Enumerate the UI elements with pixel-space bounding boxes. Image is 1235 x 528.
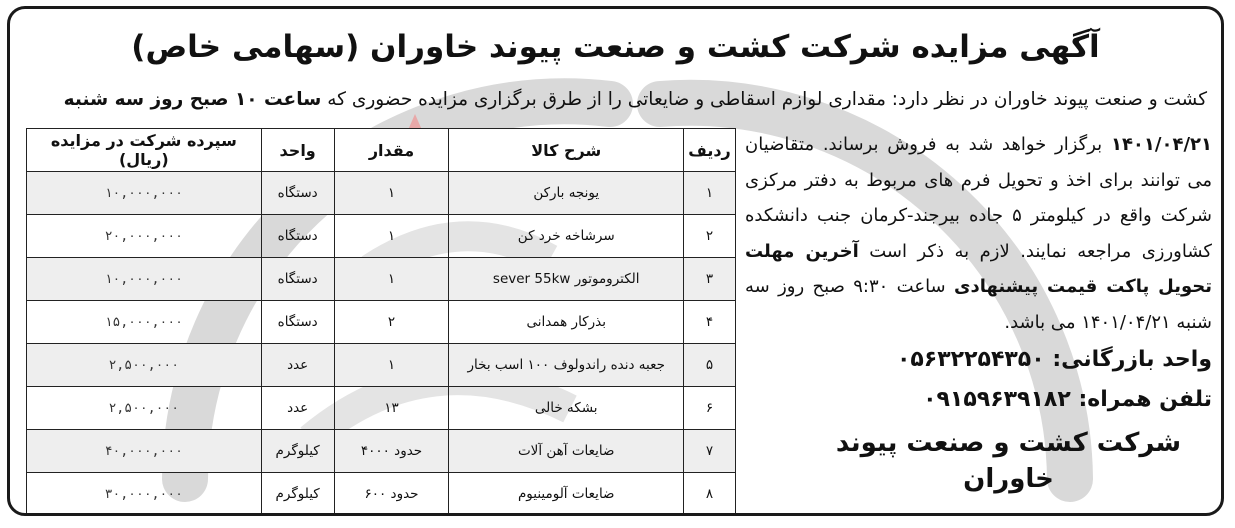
commerce-unit-phone: واحد بازرگانی: ۰۵۶۳۲۲۵۴۳۵۰: [896, 347, 1212, 372]
table-row: [27, 172, 736, 215]
table-row: [27, 387, 736, 430]
cell-deposit: ۲,۵۰۰,۰۰۰: [27, 387, 262, 430]
intro-bold-time: ساعت ۱۰ صبح روز سه شنبه: [63, 89, 322, 110]
cell-description: بشکه خالی: [449, 387, 684, 430]
items-table: [26, 128, 736, 516]
header-quantity: مقدار: [334, 129, 449, 172]
cell-row-number: ۵: [684, 344, 736, 387]
header-unit: واحد: [261, 129, 334, 172]
auction-date: ۱۴۰۱/۰۴/۲۱: [1110, 134, 1212, 155]
table-row: [27, 215, 736, 258]
cell-deposit: ۳۰,۰۰۰,۰۰۰: [27, 473, 262, 516]
header-deposit: سپرده شرکت در مزایده (ریال): [27, 129, 262, 172]
cell-description: الکتروموتور sever 55kw: [449, 258, 684, 301]
side-text-2: ساعت ۹:۳۰ صبح روز سه شنبه ۱۴۰۱/۰۴/۲۱ می باشد.: [745, 276, 1212, 333]
table-row: [27, 430, 736, 473]
company-name: شرکت کشت و صنعت پیوند خاوران: [835, 428, 1182, 494]
cell-row-number: ۲: [684, 215, 736, 258]
cell-description: بذرکار همدانی: [449, 301, 684, 344]
cell-unit: کیلوگرم: [261, 430, 334, 473]
intro-line: [64, 89, 1207, 110]
cell-deposit: ۲۰,۰۰۰,۰۰۰: [27, 215, 262, 258]
cell-unit: عدد: [261, 344, 334, 387]
intro-text: کشت و صنعت پیوند خاوران در نظر دارد: مقداری لوازم اسقاطی و ضایعاتی را از طرق برگزاری مزایده حضوری که: [327, 89, 1207, 110]
cell-quantity: ۱: [334, 215, 449, 258]
cell-row-number: ۶: [684, 387, 736, 430]
table-row: [27, 344, 736, 387]
mobile-phone: تلفن همراه: ۰۹۱۵۹۶۳۹۱۸۲: [923, 387, 1212, 412]
cell-unit: کیلوگرم: [261, 473, 334, 516]
cell-row-number: ۷: [684, 430, 736, 473]
table-row: [27, 301, 736, 344]
notice-frame: [7, 6, 1224, 516]
cell-deposit: ۲,۵۰۰,۰۰۰: [27, 344, 262, 387]
header-row-number: ردیف: [684, 129, 736, 172]
cell-unit: دستگاه: [261, 172, 334, 215]
cell-quantity: ۲: [334, 301, 449, 344]
cell-row-number: ۸: [684, 473, 736, 516]
cell-deposit: ۱۰,۰۰۰,۰۰۰: [27, 172, 262, 215]
cell-unit: دستگاه: [261, 301, 334, 344]
table-row: [27, 473, 736, 516]
cell-deposit: ۱۵,۰۰۰,۰۰۰: [27, 301, 262, 344]
deadline-label: آخرین مهلت تحویل پاکت قیمت پیشنهادی: [745, 240, 1212, 297]
cell-deposit: ۴۰,۰۰۰,۰۰۰: [27, 430, 262, 473]
cell-quantity: حدود ۴۰۰۰: [334, 430, 449, 473]
cell-quantity: ۱: [334, 258, 449, 301]
cell-quantity: ۱۳: [334, 387, 449, 430]
table-header-row: [27, 129, 736, 172]
cell-row-number: ۱: [684, 172, 736, 215]
cell-unit: عدد: [261, 387, 334, 430]
cell-description: ضایعات آهن آلات: [449, 430, 684, 473]
cell-description: ضایعات آلومینیوم: [449, 473, 684, 516]
cell-quantity: ۱: [334, 172, 449, 215]
cell-description: جعبه دنده راندولوف ۱۰۰ اسب بخار: [449, 344, 684, 387]
cell-description: سرشاخه خرد کن: [449, 215, 684, 258]
side-text-1: برگزار خواهد شد به فروش برساند. متقاضیان می توانند برای اخذ و تحویل فرم های مربوط به دفتر مرکزی شرکت واقع در کیلومتر ۵ جاده بیرجند-کرمان جنب دانشکده کشاورزی مراجعه نمایند. لازم به ذکر است: [745, 134, 1212, 262]
cell-quantity: حدود ۶۰۰: [334, 473, 449, 516]
cell-quantity: ۱: [334, 344, 449, 387]
side-paragraph: [745, 127, 1212, 497]
notice-title: آگهی مزایده شرکت کشت و صنعت پیوند خاوران (سهامی خاص): [131, 29, 1100, 65]
cell-description: یونجه بارکن: [449, 172, 684, 215]
cell-deposit: ۱۰,۰۰۰,۰۰۰: [27, 258, 262, 301]
cell-unit: دستگاه: [261, 215, 334, 258]
cell-row-number: ۳: [684, 258, 736, 301]
cell-row-number: ۴: [684, 301, 736, 344]
cell-unit: دستگاه: [261, 258, 334, 301]
table-row: [27, 258, 736, 301]
header-description: شرح کالا: [449, 129, 684, 172]
